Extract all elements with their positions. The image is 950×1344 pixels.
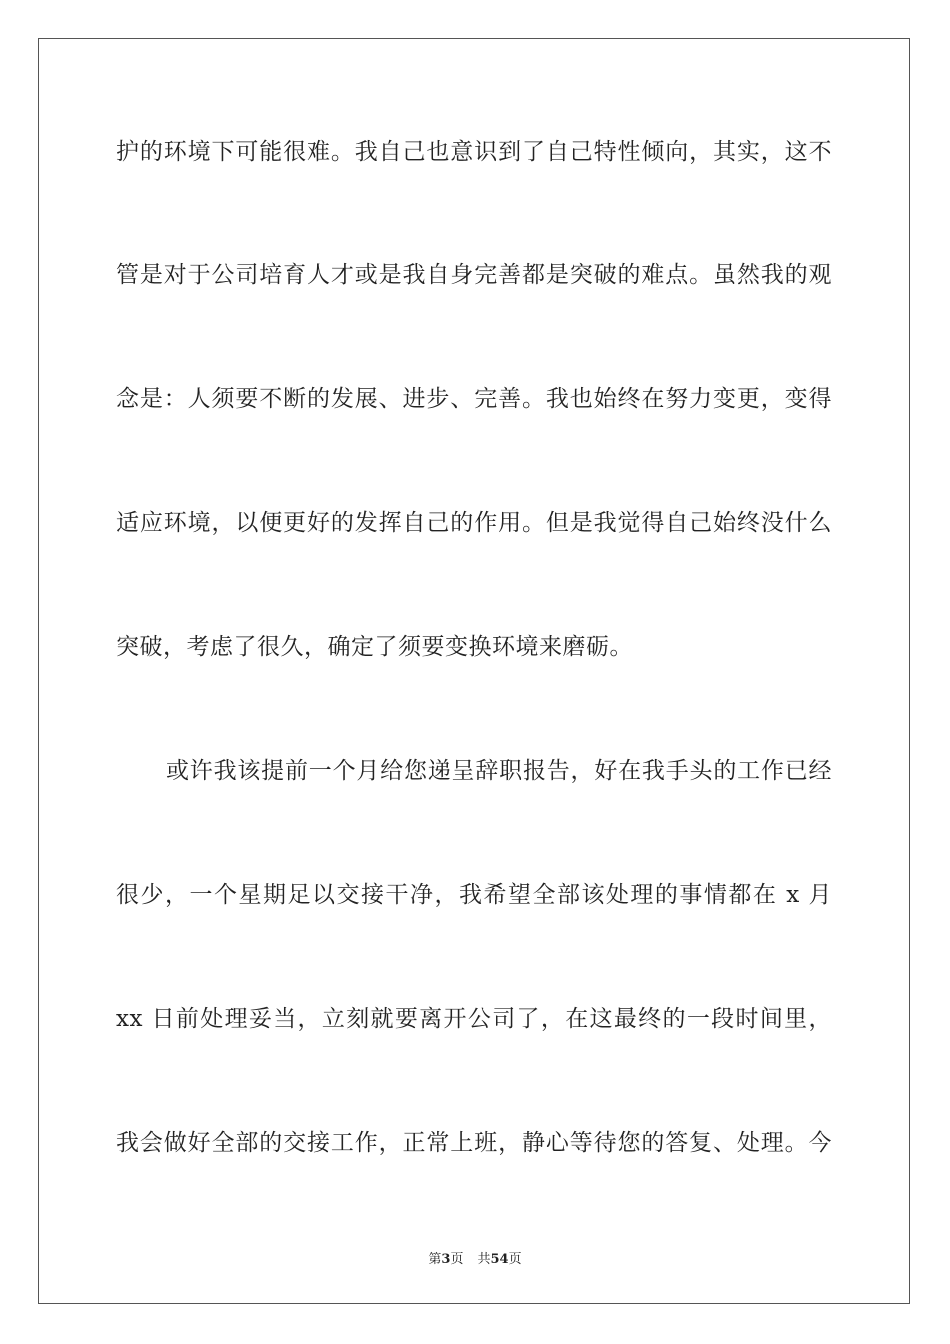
text-line-8: xx 日前处理妥当，立刻就要离开公司了，在这最终的一段时间里， <box>116 1006 832 1032</box>
footer-total-prefix: 共 <box>477 1252 491 1267</box>
footer-page-number: 3 <box>441 1252 451 1267</box>
footer-page-suffix: 页 <box>450 1252 464 1267</box>
text-line-5: 突破，考虑了很久，确定了须要变换环境来磨砺。 <box>116 634 633 660</box>
text-line-2: 管是对于公司培育人才或是我自身完善都是突破的难点。虽然我的观 <box>116 262 832 288</box>
page-border <box>38 38 910 1304</box>
text-line-1: 护的环境下可能很难。我自己也意识到了自己特性倾向，其实，这不 <box>116 139 832 165</box>
footer-total-pages: 54 <box>490 1252 509 1267</box>
text-line-4: 适应环境，以便更好的发挥自己的作用。但是我觉得自己始终没什么 <box>116 510 832 536</box>
text-line-6: 或许我该提前一个月给您递呈辞职报告，好在我手头的工作已经 <box>166 758 832 784</box>
page-footer <box>0 1248 950 1267</box>
text-line-7: 很少，一个星期足以交接干净，我希望全部该处理的事情都在 x 月 <box>116 882 832 908</box>
text-line-3: 念是：人须要不断的发展、进步、完善。我也始终在努力变更，变得 <box>116 386 832 412</box>
footer-total-suffix: 页 <box>508 1252 522 1267</box>
footer-page-prefix: 第 <box>428 1252 442 1267</box>
text-line-9: 我会做好全部的交接工作，正常上班，静心等待您的答复、处理。今 <box>116 1130 832 1156</box>
